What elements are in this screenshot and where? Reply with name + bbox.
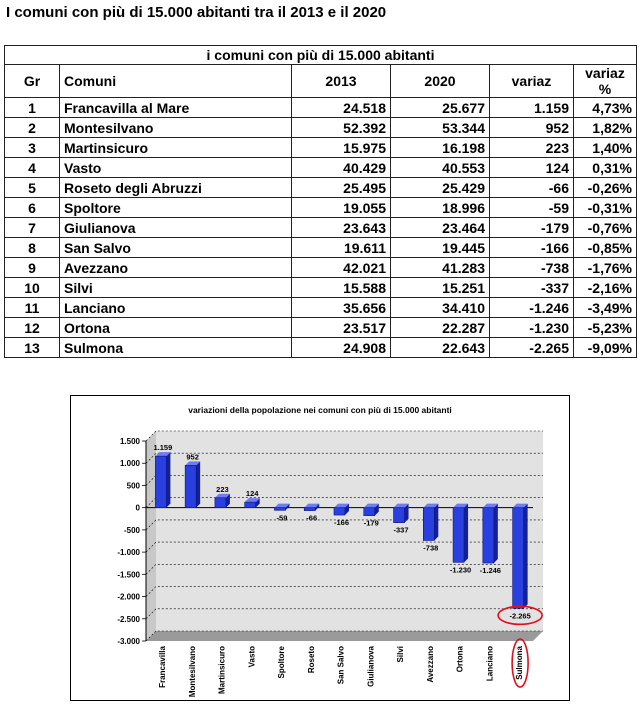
table-caption: i comuni con più di 15.000 abitanti (5, 46, 637, 65)
cell-comune: Ortona (60, 318, 292, 338)
cell-variaz-pct: -0,85% (574, 238, 637, 258)
cell-2013: 42.021 (292, 258, 391, 278)
y-tick-label: -500 (123, 525, 140, 535)
cell-comune: Vasto (60, 158, 292, 178)
table-row (5, 198, 637, 218)
cell-2013: 23.643 (292, 218, 391, 238)
cell-variaz: -2.265 (490, 338, 574, 358)
data-label: -59 (276, 513, 288, 523)
bar (185, 465, 196, 507)
data-label: -738 (423, 543, 439, 553)
chart-title: variazioni della popolazione nei comuni con più di 15.000 abitanti (188, 405, 452, 415)
y-tick-label: -2.500 (117, 614, 140, 624)
cell-2013: 19.055 (292, 198, 391, 218)
bar (304, 508, 315, 511)
y-tick-label: -3.000 (117, 637, 140, 646)
cell-2013: 15.975 (292, 138, 391, 158)
cell-gr: 5 (5, 178, 60, 198)
bar (513, 508, 524, 609)
cell-2020: 22.643 (391, 338, 490, 358)
x-tick-label: Roseto (306, 646, 316, 674)
chart-container (70, 395, 570, 701)
cell-gr: 6 (5, 198, 60, 218)
cell-variaz-pct: 1,82% (574, 118, 637, 138)
x-tick-label: Montesilvano (187, 646, 197, 698)
cell-variaz-pct: -0,26% (574, 178, 637, 198)
data-label: 952 (186, 452, 199, 462)
cell-variaz: -1.246 (490, 298, 574, 318)
cell-variaz-pct: -0,31% (574, 198, 637, 218)
cell-variaz: 952 (490, 118, 574, 138)
cell-2020: 23.464 (391, 218, 490, 238)
cell-gr: 7 (5, 218, 60, 238)
x-tick-label: Martinsicuro (217, 646, 227, 695)
table-row (5, 178, 637, 198)
cell-comune: Lanciano (60, 298, 292, 318)
cell-2013: 23.517 (292, 318, 391, 338)
cell-gr: 8 (5, 238, 60, 258)
table-row (5, 138, 637, 158)
chart-side-wall (146, 431, 156, 641)
cell-comune: Spoltore (60, 198, 292, 218)
x-tick-label: Silvi (396, 646, 406, 663)
cell-variaz-pct: 1,40% (574, 138, 637, 158)
bar-side (524, 504, 528, 609)
y-tick-label: 0 (135, 503, 140, 513)
bar (215, 498, 226, 508)
table-row (5, 258, 637, 278)
bar-side (464, 504, 468, 563)
population-table (4, 45, 637, 358)
table-row (5, 338, 637, 358)
y-tick-label: -1.500 (117, 570, 140, 580)
cell-gr: 11 (5, 298, 60, 318)
bar-side (494, 504, 498, 563)
y-tick-label: 500 (126, 481, 140, 491)
x-tick-label: Avezzano (425, 646, 435, 683)
cell-comune: Sulmona (60, 338, 292, 358)
cell-gr: 3 (5, 138, 60, 158)
cell-variaz: -1.230 (490, 318, 574, 338)
table-header-row (5, 65, 637, 98)
cell-2013: 52.392 (292, 118, 391, 138)
cell-2013: 24.518 (292, 98, 391, 118)
cell-2013: 25.495 (292, 178, 391, 198)
cell-gr: 10 (5, 278, 60, 298)
col-header-2020: 2020 (391, 65, 490, 98)
cell-gr: 9 (5, 258, 60, 278)
table-row (5, 298, 637, 318)
data-label: 1.159 (153, 443, 173, 453)
col-header-comuni: Comuni (60, 65, 292, 98)
cell-variaz-pct: -0,76% (574, 218, 637, 238)
cell-gr: 13 (5, 338, 60, 358)
y-tick-label: -2.000 (117, 592, 140, 602)
population-change-chart (71, 396, 569, 700)
bar (274, 508, 285, 511)
cell-gr: 1 (5, 98, 60, 118)
cell-2013: 40.429 (292, 158, 391, 178)
x-tick-label: Francavilla (157, 646, 167, 688)
cell-2020: 25.429 (391, 178, 490, 198)
data-label: 124 (245, 489, 259, 499)
bar (364, 508, 375, 516)
cell-comune: Giulianova (60, 218, 292, 238)
cell-variaz-pct: -5,23% (574, 318, 637, 338)
cell-comune: Martinsicuro (60, 138, 292, 158)
data-label: -1.246 (479, 566, 501, 576)
cell-comune: Silvi (60, 278, 292, 298)
cell-variaz: -66 (490, 178, 574, 198)
data-label: -179 (363, 518, 379, 528)
cell-2020: 16.198 (391, 138, 490, 158)
x-tick-label: Sulmona (515, 646, 525, 680)
cell-2020: 40.553 (391, 158, 490, 178)
table-row (5, 238, 637, 258)
bar (245, 502, 256, 508)
col-header-gr: Gr (5, 65, 60, 98)
cell-variaz: 223 (490, 138, 574, 158)
cell-variaz: -166 (490, 238, 574, 258)
cell-comune: San Salvo (60, 238, 292, 258)
table-row (5, 318, 637, 338)
bar-side (434, 504, 438, 541)
cell-2020: 41.283 (391, 258, 490, 278)
cell-2013: 15.588 (292, 278, 391, 298)
page-title: I comuni con più di 15.000 abitanti tra il 2013 e il 2020 (6, 4, 387, 21)
x-tick-label: Giulianova (366, 646, 376, 687)
data-label: -166 (333, 518, 350, 528)
cell-variaz-pct: -9,09% (574, 338, 637, 358)
cell-comune: Avezzano (60, 258, 292, 278)
cell-variaz: 1.159 (490, 98, 574, 118)
data-label: -66 (306, 513, 318, 523)
table-row (5, 218, 637, 238)
cell-variaz: -738 (490, 258, 574, 278)
cell-variaz-pct: -3,49% (574, 298, 637, 318)
x-tick-label: Ortona (455, 646, 465, 673)
data-label: -337 (393, 525, 409, 535)
table-row (5, 278, 637, 298)
data-label: -1.230 (449, 565, 472, 575)
cell-2020: 18.996 (391, 198, 490, 218)
table-row (5, 98, 637, 118)
chart-floor (146, 631, 543, 641)
cell-variaz-pct: -2,16% (574, 278, 637, 298)
table-row (5, 158, 637, 178)
bar (334, 508, 345, 515)
cell-gr: 4 (5, 158, 60, 178)
cell-2020: 34.410 (391, 298, 490, 318)
y-tick-label: -1.000 (117, 548, 140, 558)
cell-2013: 24.908 (292, 338, 391, 358)
cell-gr: 12 (5, 318, 60, 338)
cell-2020: 53.344 (391, 118, 490, 138)
cell-2013: 19.611 (292, 238, 391, 258)
cell-2013: 35.656 (292, 298, 391, 318)
col-header-2013: 2013 (292, 65, 391, 98)
bar (155, 456, 166, 508)
table-row (5, 118, 637, 138)
col-header-variaz: variaz (490, 65, 574, 98)
cell-2020: 19.445 (391, 238, 490, 258)
x-tick-label: San Salvo (336, 646, 346, 685)
cell-2020: 22.287 (391, 318, 490, 338)
cell-gr: 2 (5, 118, 60, 138)
y-tick-label: 1.500 (119, 437, 140, 446)
cell-comune: Francavilla al Mare (60, 98, 292, 118)
data-label: -2.265 (509, 611, 531, 621)
x-tick-label: Spoltore (277, 646, 287, 679)
bar-side (196, 461, 200, 507)
cell-comune: Roseto degli Abruzzi (60, 178, 292, 198)
cell-variaz: -179 (490, 218, 574, 238)
cell-variaz-pct: 4,73% (574, 98, 637, 118)
bar (423, 508, 434, 541)
cell-variaz: 124 (490, 158, 574, 178)
bar-side (166, 452, 170, 508)
cell-variaz-pct: 0,31% (574, 158, 637, 178)
cell-variaz: -337 (490, 278, 574, 298)
bar (483, 508, 494, 563)
cell-variaz: -59 (490, 198, 574, 218)
cell-comune: Montesilvano (60, 118, 292, 138)
col-header-variaz-pct: variaz % (574, 65, 637, 98)
x-tick-label: Lanciano (485, 646, 495, 682)
cell-2020: 25.677 (391, 98, 490, 118)
cell-2020: 15.251 (391, 278, 490, 298)
bar (453, 508, 464, 563)
cell-variaz-pct: -1,76% (574, 258, 637, 278)
x-tick-label: Vasto (247, 646, 257, 668)
y-tick-label: 1.000 (119, 459, 140, 469)
bar (394, 508, 405, 523)
data-label: 223 (216, 484, 229, 494)
